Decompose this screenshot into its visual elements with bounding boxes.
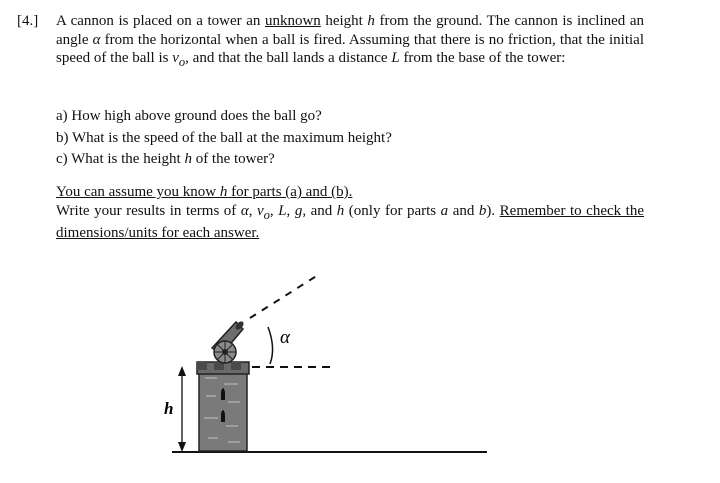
inclined-dashed-line [250,275,318,318]
part-c: c) What is the height h of the tower? [56,151,275,167]
height-arrow [178,366,186,452]
angle-arc [268,327,273,364]
part-b: b) What is the speed of the ball at the maximum height? [56,129,392,146]
part-a: a) How high above ground does the ball go? [56,108,322,124]
remember-note: Remember to check the dimensions/units for each answer. [56,202,644,241]
h-label: h [164,399,174,418]
unknown-word: unknown [264,13,321,29]
tower [197,362,249,451]
problem-number: [4.] [17,13,39,29]
write-results-note: Write your results in terms of α, $v_o$, L, g, and h (only for parts a and b). Remember to check the dimensions/units for each answer. [56,202,644,241]
cannon [212,320,245,363]
problem-statement: A cannon is placed on a tower an unknown height h from the ground. The cannon is inclined an angle α from the horizontal when a ball is fired. Assuming that there is no friction, that the initial speed of the ball is $v_o$, and that the ball lands a distance L from the base of the tower: [56,13,645,69]
assume-note: You can assume you know h for parts (a) and (b). [56,184,353,200]
alpha-label: α [280,327,290,348]
